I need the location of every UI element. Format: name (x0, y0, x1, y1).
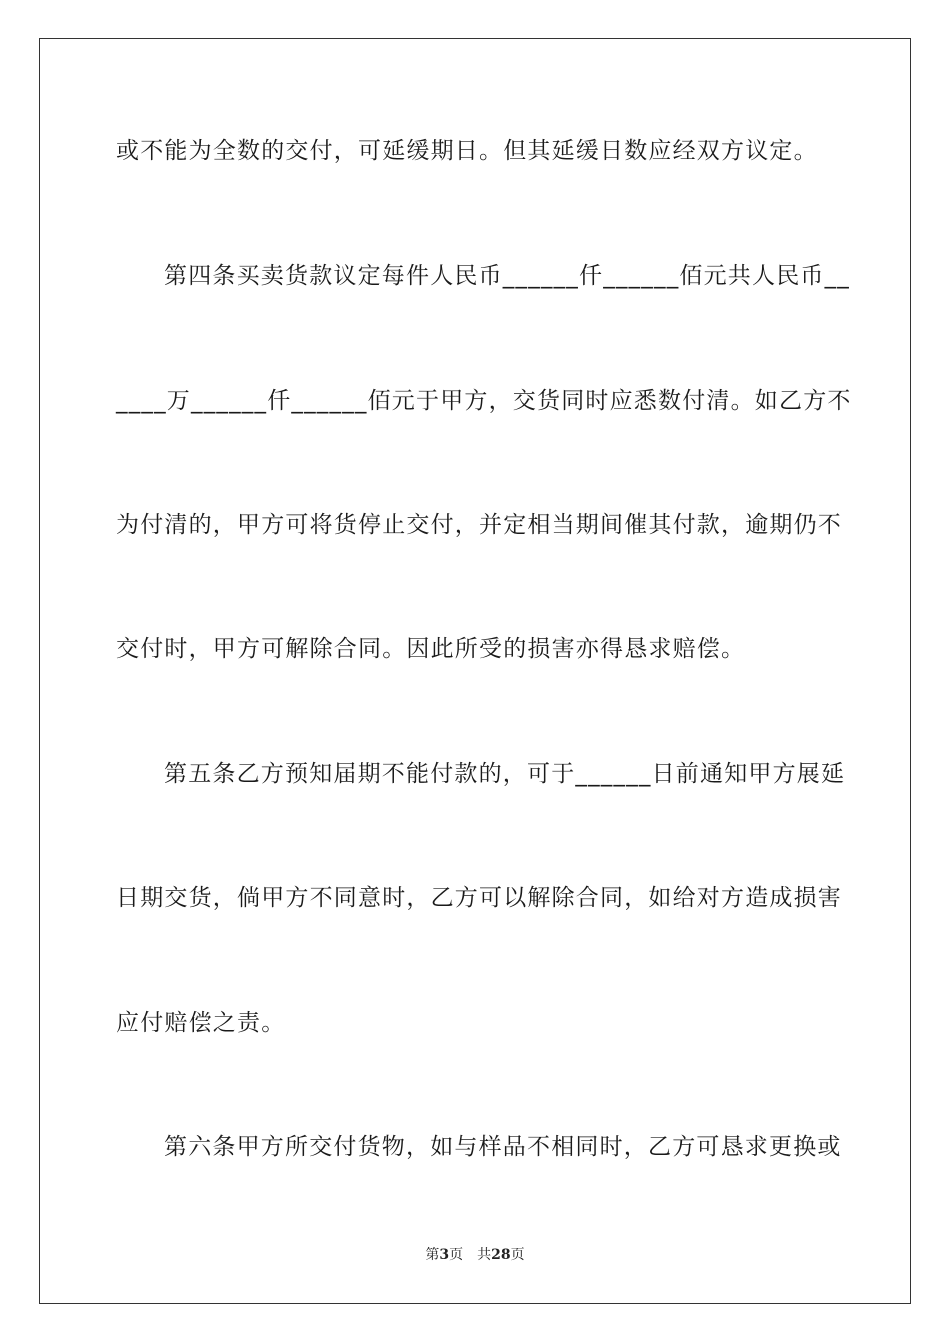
text-line-5: 交付时，甲方可解除合同。因此所受的损害亦得恳求赔偿。 (116, 636, 746, 662)
text-line-7: 日期交货，倘甲方不同意时，乙方可以解除合同，如给对方造成损害 (116, 885, 842, 911)
page-current: 3 (439, 1247, 450, 1263)
page-frame (39, 38, 911, 1304)
text-line-6: 第五条乙方预知届期不能付款的，可于______日前通知甲方展延 (164, 761, 846, 787)
page-total: 28 (491, 1247, 511, 1263)
text-line-4: 为付清的，甲方可将货停止交付，并定相当期间催其付款，逾期仍不 (116, 512, 842, 538)
total-suffix: 页 (510, 1247, 525, 1263)
page-suffix: 页 (449, 1247, 464, 1263)
page-footer (0, 1245, 950, 1265)
total-prefix: 共 (477, 1247, 492, 1263)
page-prefix: 第 (425, 1247, 440, 1263)
text-line-9: 第六条甲方所交付货物，如与样品不相同时，乙方可恳求更换或 (164, 1134, 842, 1160)
text-line-2: 第四条买卖货款议定每件人民币______仟______佰元共人民币__ (164, 263, 850, 289)
text-line-3: ____万______仟______佰元于甲方，交货同时应悉数付清。如乙方不 (116, 388, 852, 414)
text-line-8: 应付赔偿之责。 (116, 1010, 286, 1036)
text-line-1: 或不能为全数的交付，可延缓期日。但其延缓日数应经双方议定。 (116, 138, 818, 164)
